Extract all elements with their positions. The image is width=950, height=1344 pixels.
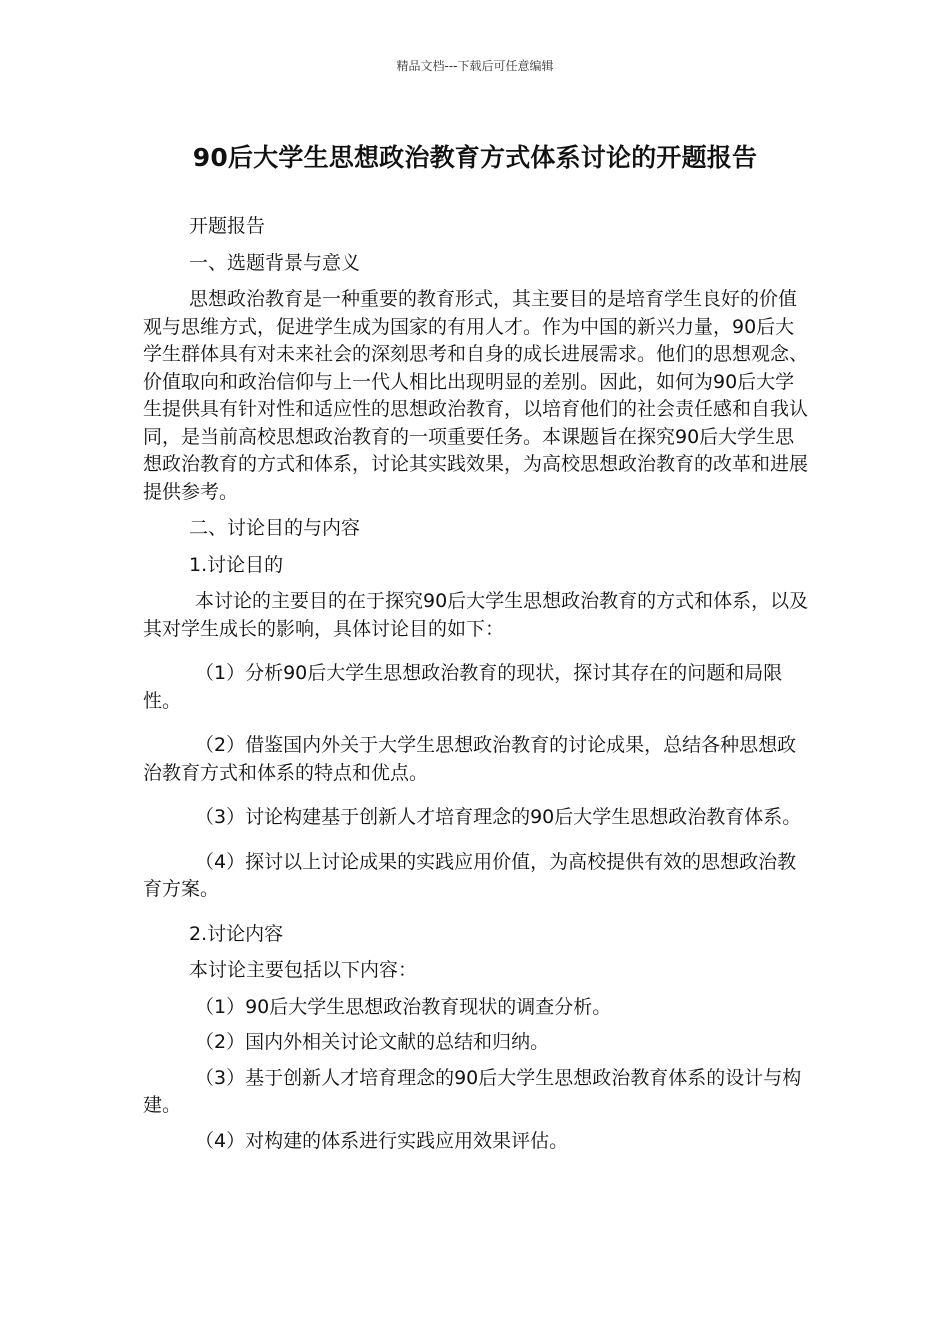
content-intro-paragraph: 本讨论主要包括以下内容：: [189, 959, 418, 981]
list-item: （3）讨论构建基于创新人才培育理念的90后大学生思想政治教育体系。: [195, 806, 802, 828]
background-paragraph: 思想政治教育是一种重要的教育形式，其主要目的是培育学生良好的价值观与思维方式，促进学生成为国家的有用人才。作为中国的新兴力量，90后大学生群体具有对未来社会的深刻思考和自身的成长进展需求。他们的思想观念、价值取向和政治信仰与上一代人相比出现明显的差别。因此，如何为90后大学生提供具有针对性和适应性的思想政治教育，以培育他们的社会责任感和自我认同，是当前高校思想政治教育的一项重要任务。本课题旨在探究90后大学生思想政治教育的方式和体系，讨论其实践效果，为高校思想政治教育的改革和进展提供参考。: [143, 288, 809, 503]
document-body: [143, 213, 813, 1163]
subsection-heading: 2.讨论内容: [189, 922, 284, 945]
document-title: 90后大学生思想政治教育方式体系讨论的开题报告: [192, 143, 758, 172]
subsection-heading: 1.讨论目的: [189, 553, 284, 576]
page-header: 精品文档---下载后可任意编辑: [396, 59, 554, 73]
list-item: （1）90后大学生思想政治教育现状的调查分析。: [195, 995, 612, 1018]
list-item: （2）借鉴国内外关于大学生思想政治教育的讨论成果，总结各种思想政治教育方式和体系的特点和优点。: [143, 734, 797, 784]
section-label: 开题报告: [189, 215, 266, 237]
list-item: （4）对构建的体系进行实践应用效果评估。: [195, 1129, 569, 1152]
list-item: （3）基于创新人才培育理念的90后大学生思想政治教育体系的设计与构建。: [143, 1066, 802, 1116]
section-heading: 二、讨论目的与内容: [189, 517, 361, 539]
list-item: （1）分析90后大学生思想政治教育的现状，探讨其存在的问题和局限性。: [143, 662, 783, 712]
purpose-intro-paragraph: 本讨论的主要目的在于探究90后大学生思想政治教育的方式和体系，以及其对学生成长的影响，具体讨论目的如下：: [143, 590, 809, 640]
section-heading: 一、选题背景与意义: [189, 251, 361, 274]
list-item: （2）国内外相关讨论文献的总结和归纳。: [195, 1031, 550, 1053]
list-item: （4）探讨以上讨论成果的实践应用价值，为高校提供有效的思想政治教育方案。: [143, 850, 797, 900]
